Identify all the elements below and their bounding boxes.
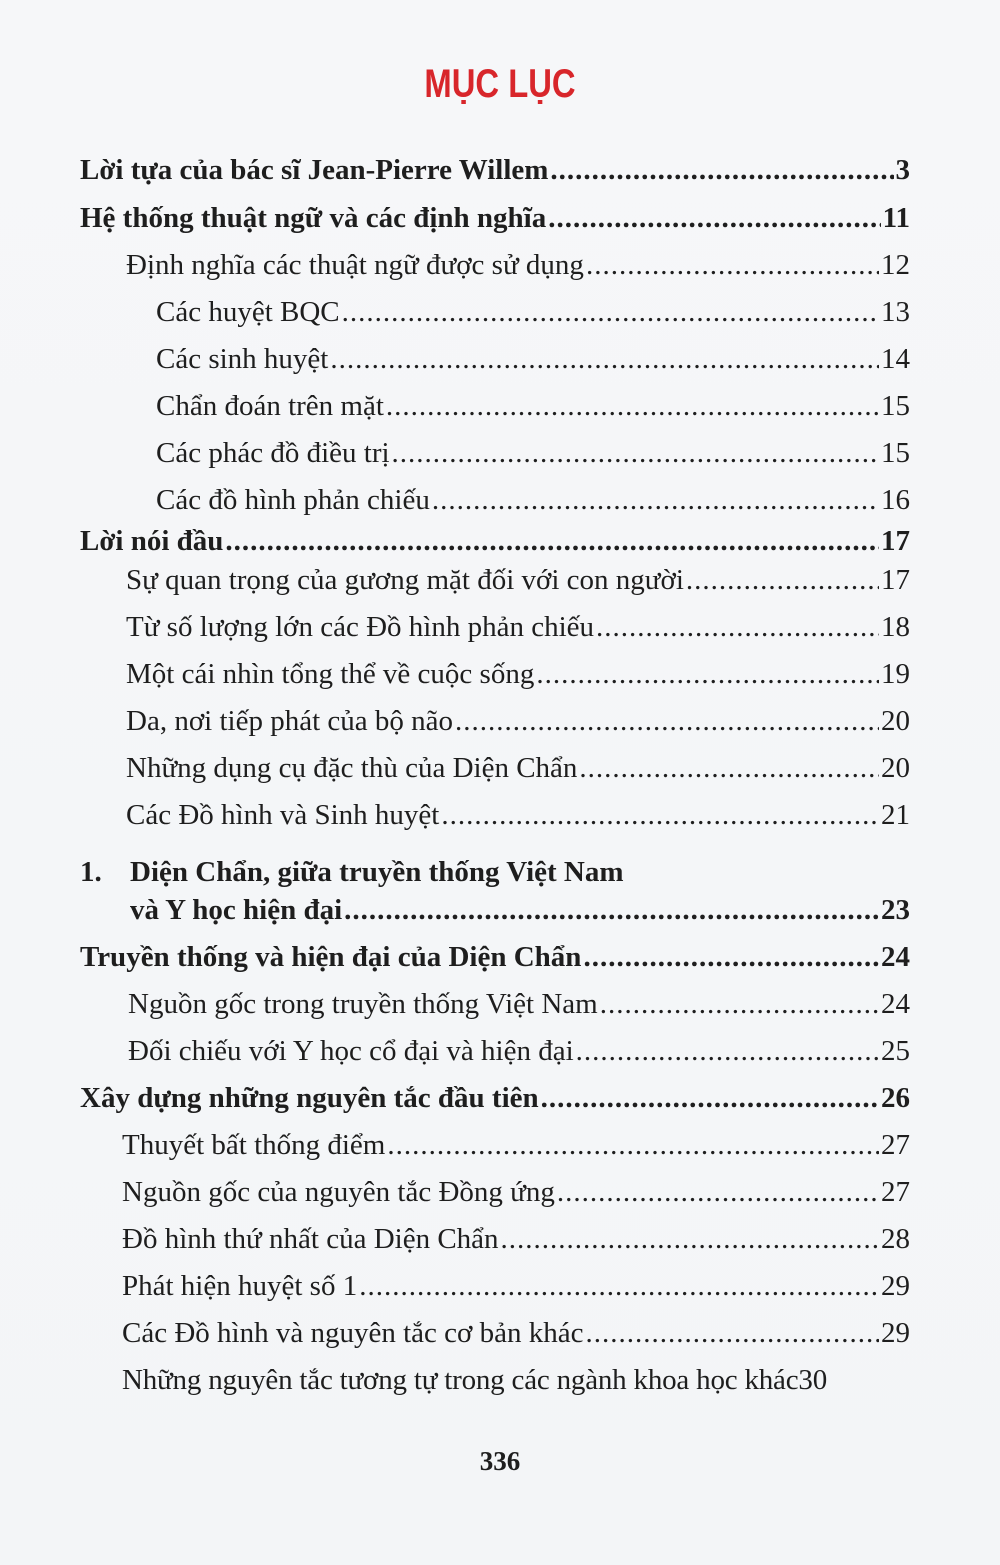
- toc-leader-dots: [541, 1078, 879, 1118]
- toc-leader-dots: [455, 701, 879, 741]
- toc-entry-label: Đồ hình thứ nhất của Diện Chẩn: [122, 1223, 499, 1255]
- toc-entry-page: 27: [881, 1129, 910, 1161]
- toc-leader-dots: [501, 1219, 879, 1259]
- toc-entry: [156, 386, 910, 426]
- toc-entry-page: 25: [881, 1035, 910, 1067]
- toc-entry-label: Hệ thống thuật ngữ và các định nghĩa: [80, 202, 547, 234]
- toc-entry-page: 18: [881, 611, 910, 643]
- toc-leader-dots: [600, 984, 879, 1024]
- toc-leader-dots: [330, 339, 879, 379]
- toc-entry: [126, 701, 910, 741]
- toc-entry-last: [122, 1360, 922, 1400]
- chapter-heading: [80, 852, 624, 892]
- toc-leader-dots: [359, 1266, 879, 1306]
- toc-leader-dots: [548, 198, 880, 238]
- toc-entry-page: 20: [881, 705, 910, 737]
- toc-entry-page: 15: [881, 390, 910, 422]
- toc-entry-label: Lời tựa của bác sĩ Jean-Pierre Willem: [80, 154, 549, 186]
- toc-leader-dots: [596, 607, 879, 647]
- toc-entry-page: 11: [882, 202, 910, 234]
- toc-entry: [126, 560, 910, 600]
- toc-leader-dots: [686, 560, 879, 600]
- toc-entry: [126, 245, 910, 285]
- page-title: MỤC LỤC: [424, 62, 576, 106]
- toc-entry-label: Một cái nhìn tổng thể về cuộc sống: [126, 658, 535, 690]
- toc-leader-dots: [392, 433, 879, 473]
- toc-entry-page: 24: [881, 988, 910, 1020]
- toc-entry-label: Các đồ hình phản chiếu: [156, 484, 430, 516]
- toc-entry: [128, 1031, 910, 1071]
- toc-entry-page: 26: [881, 1082, 910, 1114]
- toc-entry: [126, 795, 910, 835]
- toc-entry: [126, 607, 910, 647]
- toc-entry: [130, 890, 910, 930]
- toc-entry-page: 13: [881, 296, 910, 328]
- toc-entry: [122, 1125, 910, 1165]
- toc-leader-dots: [386, 386, 879, 426]
- toc-entry-page: 27: [881, 1176, 910, 1208]
- toc-entry-label: Từ số lượng lớn các Đồ hình phản chiếu: [126, 611, 595, 643]
- toc-entry-label: Nguồn gốc trong truyền thống Việt Nam: [128, 988, 598, 1020]
- toc-entry: [156, 433, 910, 473]
- toc-entry: [126, 654, 910, 694]
- toc-entry-label: Đối chiếu với Y học cổ đại và hiện đại: [128, 1035, 574, 1067]
- toc-leader-dots: [576, 1031, 879, 1071]
- toc-entry-label: Những nguyên tắc tương tự trong các ngành khoa học khác30: [122, 1364, 828, 1396]
- toc-entry-label: Các huyệt BQC: [156, 296, 340, 328]
- toc-entry-label: Da, nơi tiếp phát của bộ não: [126, 705, 453, 737]
- toc-entry-page: 15: [881, 437, 910, 469]
- toc-entry-label: Những dụng cụ đặc thù của Diện Chẩn: [126, 752, 578, 784]
- toc-entry: [122, 1266, 910, 1306]
- toc-entry-page: 3: [895, 154, 910, 186]
- toc-entry-label: Nguồn gốc của nguyên tắc Đồng ứng: [122, 1176, 555, 1208]
- toc-entry-label: và Y học hiện đại: [130, 894, 343, 926]
- page-number: 336: [479, 1446, 521, 1476]
- toc-entry-label: Xây dựng những nguyên tắc đầu tiên: [80, 1082, 539, 1114]
- toc-entry-label: Truyền thống và hiện đại của Diện Chẩn: [80, 941, 582, 973]
- toc-entry: [156, 292, 910, 332]
- toc-leader-dots: [583, 937, 879, 977]
- toc-entry: [80, 521, 910, 561]
- toc-entry-label: Các phác đồ điều trị: [156, 437, 390, 469]
- toc-entry-page: 29: [881, 1317, 910, 1349]
- toc-entry: [80, 937, 910, 977]
- toc-entry-page: 14: [881, 343, 910, 375]
- toc-entry: [128, 984, 910, 1024]
- toc-leader-dots: [579, 748, 879, 788]
- toc-entry-label: Sự quan trọng của gương mặt đối với con người: [126, 564, 684, 596]
- toc-leader-dots: [344, 890, 879, 930]
- toc-leader-dots: [225, 521, 879, 561]
- toc-leader-dots: [557, 1172, 879, 1212]
- toc-entry-label: Thuyết bất thống điểm: [122, 1129, 386, 1161]
- toc-leader-dots: [586, 245, 879, 285]
- toc-entry-page: 20: [881, 752, 910, 784]
- toc-entry-label: Định nghĩa các thuật ngữ được sử dụng: [126, 249, 584, 281]
- toc-entry-page: 23: [881, 894, 910, 926]
- chapter-title-line1: Diện Chẩn, giữa truyền thống Việt Nam: [130, 856, 624, 888]
- toc-entry-page: 21: [881, 799, 910, 831]
- toc-entry-label: Các sinh huyệt: [156, 343, 329, 375]
- toc-leader-dots: [550, 150, 893, 190]
- toc-entry-page: 29: [881, 1270, 910, 1302]
- toc-entry-page: 16: [881, 484, 910, 516]
- toc-entry-page: 17: [881, 525, 910, 557]
- toc-entry: [122, 1172, 910, 1212]
- toc-entry-page: 17: [881, 564, 910, 596]
- toc-entry: [80, 198, 910, 238]
- toc-entry: [122, 1219, 910, 1259]
- toc-entry: [156, 480, 910, 520]
- toc-leader-dots: [536, 654, 879, 694]
- chapter-number: 1.: [80, 856, 102, 888]
- toc-leader-dots: [342, 292, 879, 332]
- toc-leader-dots: [585, 1313, 879, 1353]
- toc-entry-label: Chẩn đoán trên mặt: [156, 390, 384, 422]
- toc-entry: [156, 339, 910, 379]
- toc-entry-page: 12: [881, 249, 910, 281]
- toc-entry-label: Phát hiện huyệt số 1: [122, 1270, 358, 1302]
- toc-entry-label: Các Đồ hình và Sinh huyệt: [126, 799, 440, 831]
- toc-entry: [122, 1313, 910, 1353]
- toc-entry: [80, 150, 910, 190]
- toc-leader-dots: [387, 1125, 879, 1165]
- toc-entry-label: Lời nói đầu: [80, 525, 224, 557]
- toc-entry: [80, 1078, 910, 1118]
- toc-entry-page: 19: [881, 658, 910, 690]
- toc-entry: [126, 748, 910, 788]
- toc-leader-dots: [441, 795, 879, 835]
- toc-leader-dots: [432, 480, 879, 520]
- toc-entry-page: 28: [881, 1223, 910, 1255]
- toc-entry-page: 24: [881, 941, 910, 973]
- toc-entry-label: Các Đồ hình và nguyên tắc cơ bản khác: [122, 1317, 584, 1349]
